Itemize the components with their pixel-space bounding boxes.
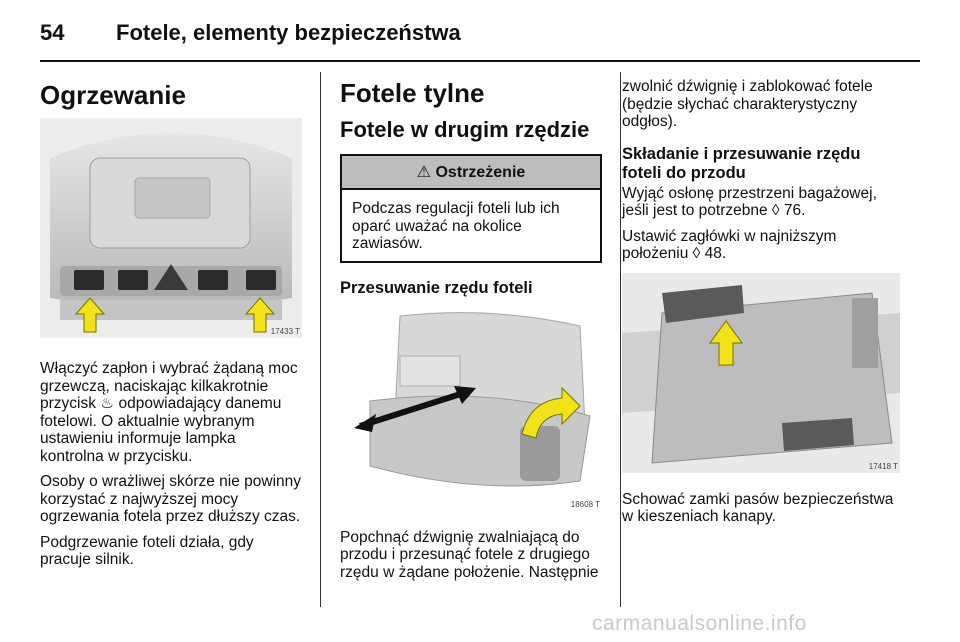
warning-text: Podczas regulacji foteli lub ich oparć uważać na okolice zawiasów. xyxy=(352,200,560,252)
warning-icon: ⚠ xyxy=(416,164,432,181)
paragraph: Wyjąć osłonę przestrzeni bagażowej, jeśli jest to potrzebne ◊ 76. xyxy=(622,184,877,219)
warning-header xyxy=(342,156,600,190)
page-header xyxy=(40,14,920,58)
heading-fold-row: Składanie i przesuwanie rzędu foteli do przodu xyxy=(622,144,861,182)
figure-code: 17418 T xyxy=(868,461,898,471)
page-number: 54 xyxy=(40,20,65,45)
paragraph: Podgrzewanie foteli działa, gdy pracuje silnik. xyxy=(40,533,254,568)
figure-code: 17433 T xyxy=(270,327,300,336)
header-rule xyxy=(40,60,920,62)
column-divider xyxy=(320,72,321,607)
heading-rear-seats: Fotele tylne xyxy=(340,78,485,108)
warning-title: Ostrzeżenie xyxy=(435,164,526,181)
figure-seat-fold xyxy=(622,273,900,473)
column-heating xyxy=(40,72,302,569)
figure-heating-buttons xyxy=(40,118,302,338)
paragraph: Włączyć zapłon i wybrać żądaną moc grzewczą, naciskając kilkakrotnie przycisk ♨ odpowiadający danemu fotelowi. O aktualnie wybranym ustawieniu informuje lampka kontrolna w przycisku. xyxy=(40,360,298,465)
column-folding xyxy=(622,72,904,526)
paragraph: Popchnąć dźwignię zwalniającą do przodu i przesunąć fotele z drugiego rzędu w żądane położenie. Następnie xyxy=(340,528,599,581)
paragraph: Osoby o wrażliwej skórze nie powinny korzystać z najwyższej mocy ogrzewania fotela przez dłuższy czas. xyxy=(40,473,302,525)
seat-slide-illustration xyxy=(340,306,602,511)
paragraph: Schować zamki pasów bezpieczeństwa w kieszeniach kanapy. xyxy=(622,490,894,525)
seat-fold-illustration xyxy=(622,273,900,473)
warning-box xyxy=(340,154,602,263)
heading-heating: Ogrzewanie xyxy=(40,80,186,110)
column-divider xyxy=(620,72,621,607)
heating-panel-illustration xyxy=(40,118,302,338)
figure-seat-slide xyxy=(340,306,602,511)
watermark: carmanualsonline.info xyxy=(592,612,807,635)
column-rear-seats xyxy=(340,72,602,581)
chapter-title: Fotele, elementy bezpieczeństwa xyxy=(116,20,461,45)
figure-code: 18608 T xyxy=(570,499,600,509)
paragraph: zwolnić dźwignię i zablokować fotele (będzie słychać charakterystyczny odgłos). xyxy=(622,78,873,130)
heading-slide-row: Przesuwanie rzędu foteli xyxy=(340,278,533,297)
subheading-second-row: Fotele w drugim rzędzie xyxy=(340,117,590,142)
paragraph: Ustawić zagłówki w najniższym położeniu ◊ 48. xyxy=(622,227,837,262)
